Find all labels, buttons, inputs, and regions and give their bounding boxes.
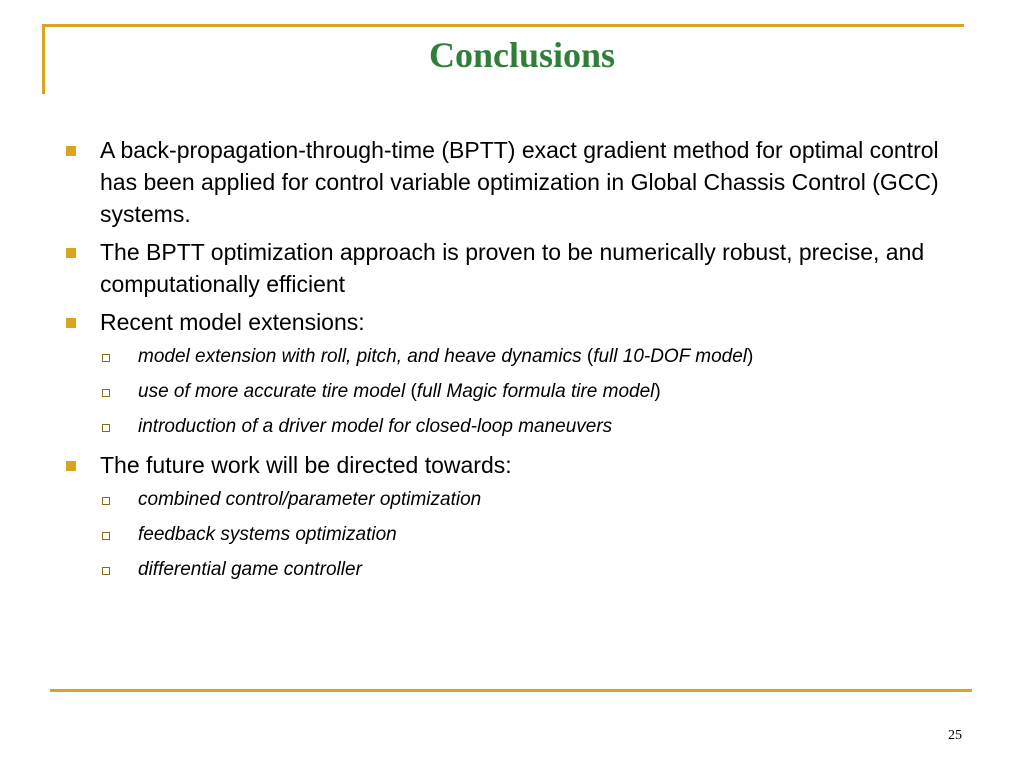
sub-bullet-text: use of more accurate tire model	[138, 381, 406, 402]
square-bullet-icon	[66, 146, 76, 156]
bullet-text: The future work will be directed towards:	[100, 452, 512, 478]
sub-bullet-item	[60, 487, 960, 513]
hollow-square-bullet-icon	[102, 424, 110, 432]
hollow-square-bullet-icon	[102, 354, 110, 362]
bullet-item	[60, 449, 960, 481]
sub-bullet-text: combined control/parameter optimization	[138, 489, 482, 510]
hollow-square-bullet-icon	[102, 567, 110, 575]
paren-open: (	[405, 381, 417, 402]
paren-close: )	[654, 381, 661, 402]
sub-bullet-text: introduction of a driver model for closed-loop maneuvers	[138, 416, 613, 437]
square-bullet-icon	[66, 461, 76, 471]
sub-bullet-paren-text: full Magic formula tire model	[416, 381, 655, 402]
paren-close: )	[747, 346, 754, 367]
slide-title: Conclusions	[428, 35, 616, 75]
sub-bullet-item	[60, 379, 960, 405]
bullet-item	[60, 134, 960, 230]
bullet-item	[60, 236, 960, 300]
square-bullet-icon	[66, 318, 76, 328]
page-number: 25	[948, 728, 962, 743]
sub-bullet-paren-text: full 10-DOF model	[593, 346, 748, 367]
top-border-line	[42, 24, 964, 27]
sub-bullet-item	[60, 522, 960, 548]
sub-bullet-text: model extension with roll, pitch, and heave dynamics	[138, 346, 582, 367]
bullet-text: A back-propagation-through-time (BPTT) exact gradient method for optimal control has been applied for control variable optimization in Global Chassis Control (GCC) systems.	[100, 137, 939, 227]
bullet-item	[60, 306, 960, 338]
paren-open: (	[581, 346, 594, 367]
slide-content	[60, 134, 960, 592]
sub-bullet-item	[60, 414, 960, 440]
sub-bullet-item	[60, 557, 960, 583]
sub-bullet-text: differential game controller	[138, 559, 362, 580]
bullet-text: Recent model extensions:	[100, 309, 365, 335]
hollow-square-bullet-icon	[102, 389, 110, 397]
square-bullet-icon	[66, 248, 76, 258]
sub-bullet-item	[60, 344, 960, 370]
bullet-text: The BPTT optimization approach is proven to be numerically robust, precise, and computationally efficient	[100, 239, 925, 297]
hollow-square-bullet-icon	[102, 532, 110, 540]
sub-bullet-text: feedback systems optimization	[138, 524, 397, 545]
hollow-square-bullet-icon	[102, 497, 110, 505]
bottom-border-line	[50, 689, 972, 692]
